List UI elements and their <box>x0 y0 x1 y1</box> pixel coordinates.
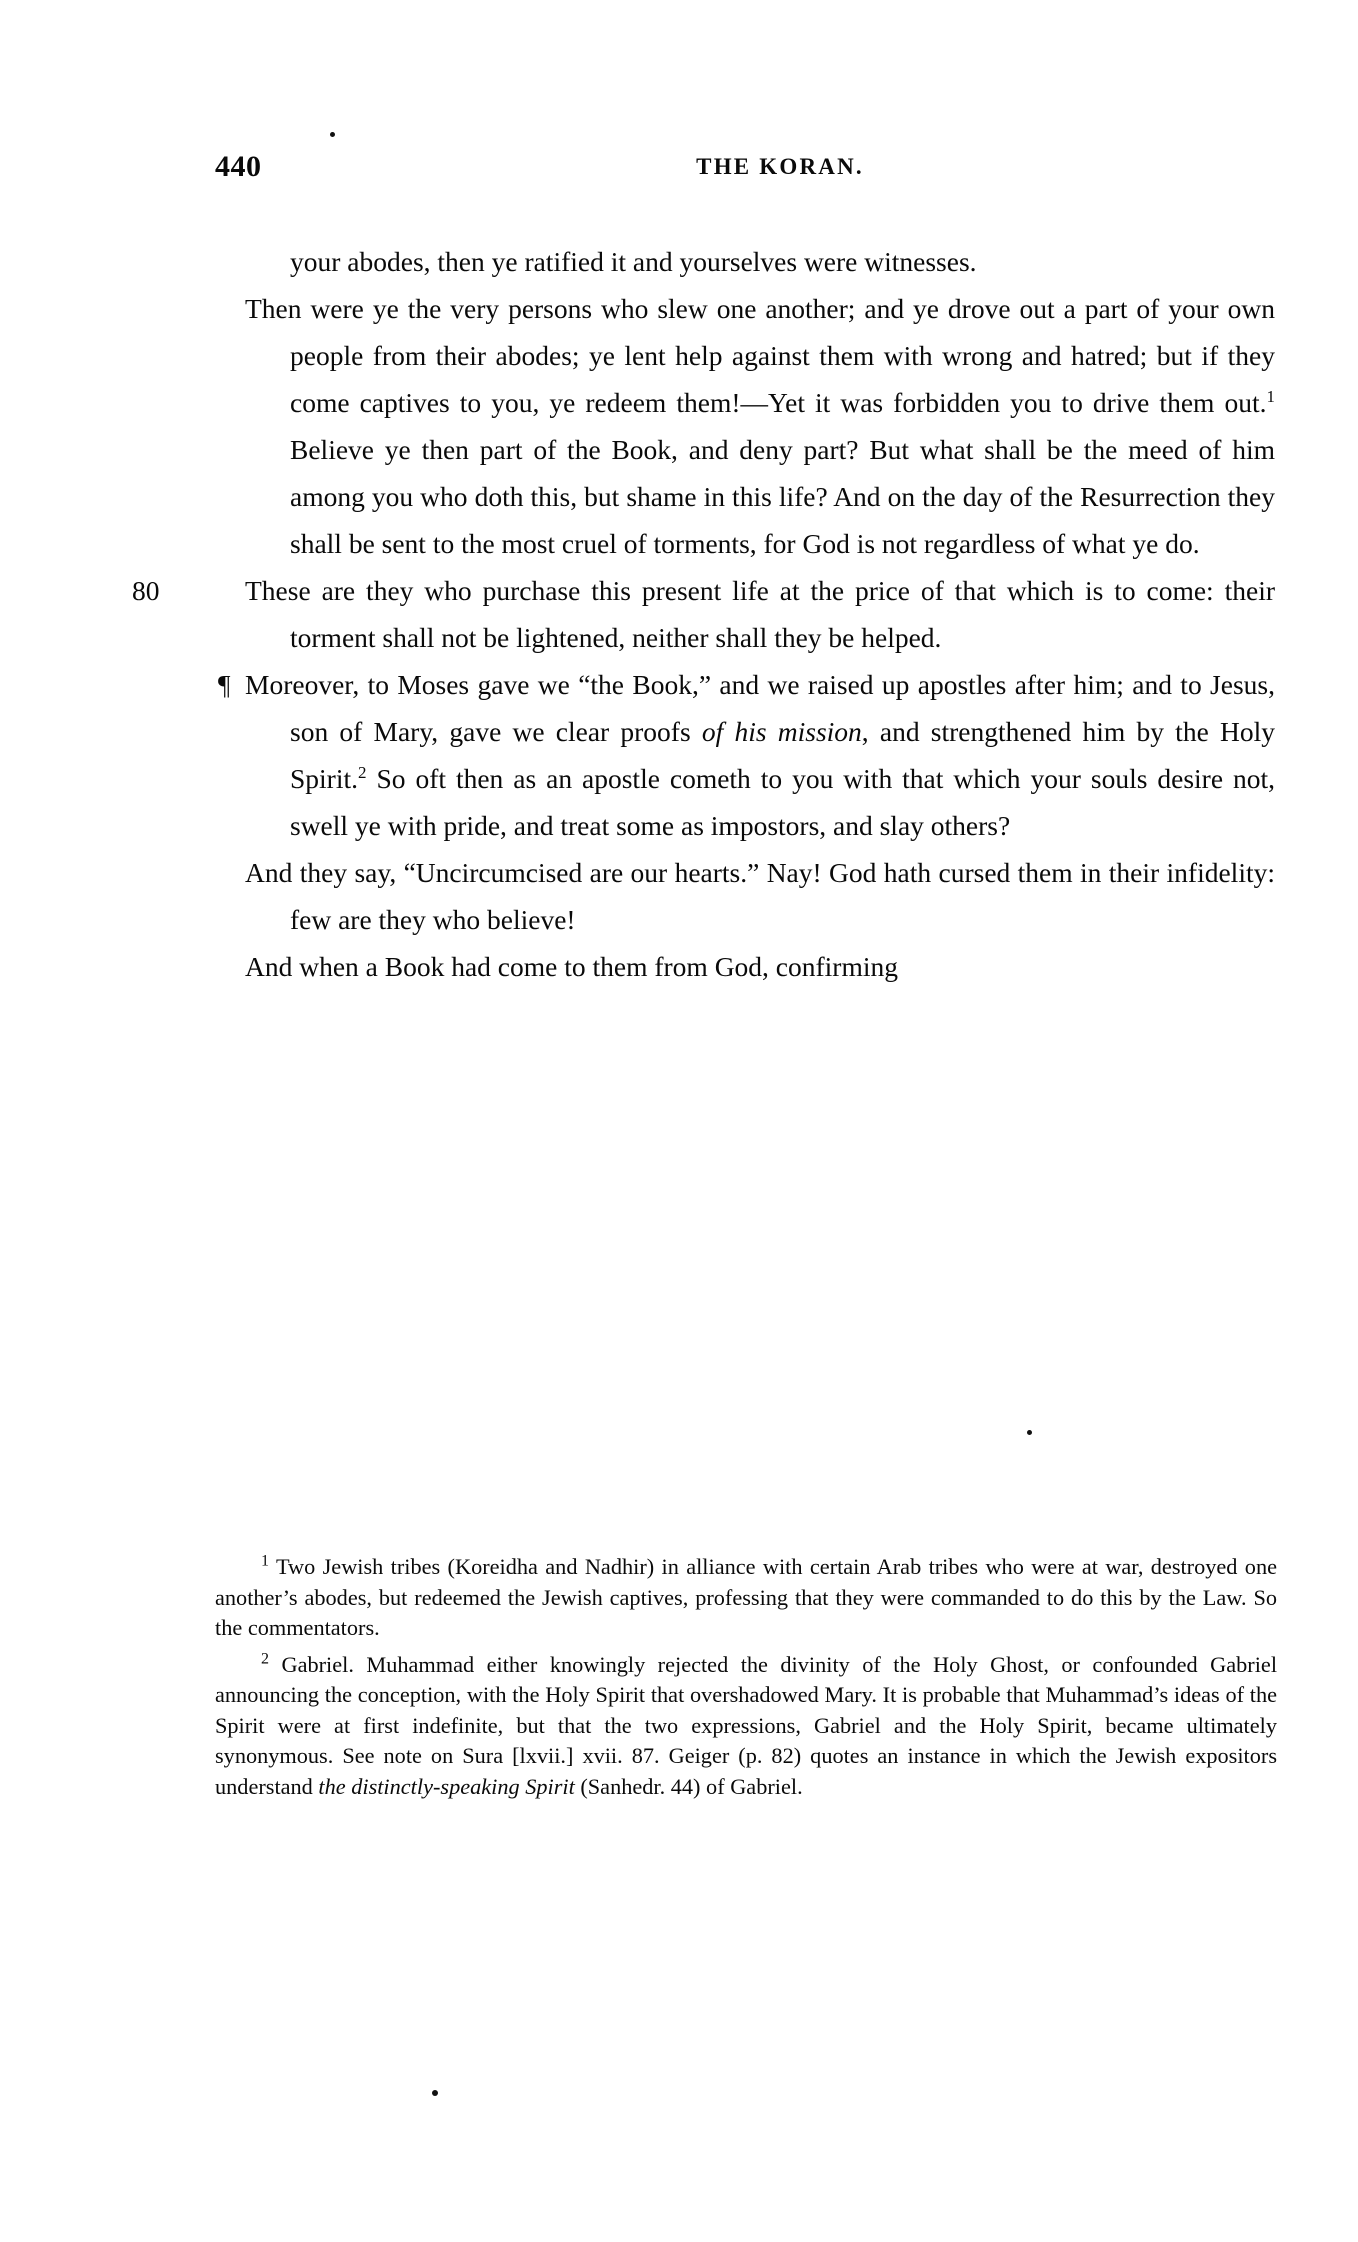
footnote-block <box>215 1552 1277 1804</box>
paragraph-text: And they say, “Uncircumcised are our hearts.” Nay! God hath cursed them in their infidelity: few are they who believe! <box>245 857 1275 935</box>
running-head <box>215 150 1215 190</box>
paragraph: 80 These are they who purchase this present life at the price of that which is to come: their torment shall not be lightened, neither shall they be helped. <box>132 575 1275 653</box>
paragraph-text: your abodes, then ye ratified it and yourselves were witnesses. <box>290 246 977 277</box>
paragraph <box>215 238 1275 285</box>
book-title: THE KORAN. <box>696 154 864 179</box>
italic-phrase: of his mission <box>701 716 862 747</box>
footnote-reference: 2 <box>358 762 367 782</box>
paragraph <box>215 943 1275 990</box>
paragraph-text: Then were ye the very persons who slew one another; and ye drove out a part of your own people from their abodes; ye lent help against them with wrong and hatred; but if they come captives to you, ye redeem them!—Yet it was forbidden you to drive them out.$^1$ Believe ye then part of the Book, and deny part? But what shall be the meed of him among you who doth this, but shame in this life? And on the day of the Resurrection they shall be sent to the most cruel of torments, for God is not regardless of what ye do. <box>245 293 1275 559</box>
paragraph-text: And when a Book had come to them from God, confirming <box>245 951 898 982</box>
paragraph <box>215 849 1275 943</box>
page-number: 440 <box>215 150 262 183</box>
paragraph <box>215 285 1275 567</box>
paragraph: ¶ Moreover, to Moses gave we “the Book,” and we raised up apostles after him; and to Jesus, son of Mary, gave we clear proofs of his mission, and strengthened him by the Holy Spirit.$^2$ So oft then as an apostle cometh to you with that which your souls desire not, swell ye with pride, and treat some as impostors, and slay others? <box>218 669 1275 841</box>
stray-ink-dot-bottom <box>432 2090 438 2096</box>
stray-ink-dot-middle <box>1027 1430 1032 1435</box>
page-body <box>132 238 1275 990</box>
italic-phrase: the distinctly-speaking Spirit <box>318 1773 575 1799</box>
footnote <box>215 1552 1277 1644</box>
paragraph-text: These are they who purchase this present life at the price of that which is to come: their torment shall not be lightened, neither shall they be helped. <box>245 575 1275 653</box>
stray-ink-dot-top <box>330 132 335 137</box>
footnote-marker: 2 <box>261 1650 269 1668</box>
paragraph-text: Moreover, to Moses gave we “the Book,” and we raised up apostles after him; and to Jesus, son of Mary, gave we clear proofs of his mission, and strengthened him by the Holy Spirit.$^2$ So oft then as an apostle cometh to you with that which your souls desire not, swell ye with pride, and treat some as impostors, and slay others? <box>245 669 1275 841</box>
footnote <box>215 1650 1277 1803</box>
footnote-marker: 1 <box>261 1552 269 1570</box>
footnote-text: Gabriel. Muhammad either knowingly rejected the divinity of the Holy Ghost, or confounded Gabriel announcing the conception, with the Holy Spirit that overshadowed Mary. It is probable that Muhammad’s ideas of the Spirit were at first indefinite, but that the two expressions, Gabriel and the Holy Spirit, became ultimately synonymous. See note on Sura [lxvii.] xvii. 87. Geiger (p. 82) quotes an instance in which the Jewish expositors understand the distinctly-speaking Spirit (Sanhedr. 44) of Gabriel. <box>215 1651 1278 1799</box>
footnote-text: Two Jewish tribes (Koreidha and Nadhir) in alliance with certain Arab tribes who were at war, destroyed one another’s abodes, but redeemed the Jewish captives, professing that they were commanded to do this by the Law. So the commentators. <box>215 1554 1277 1640</box>
footnote-reference: 1 <box>1266 386 1275 406</box>
